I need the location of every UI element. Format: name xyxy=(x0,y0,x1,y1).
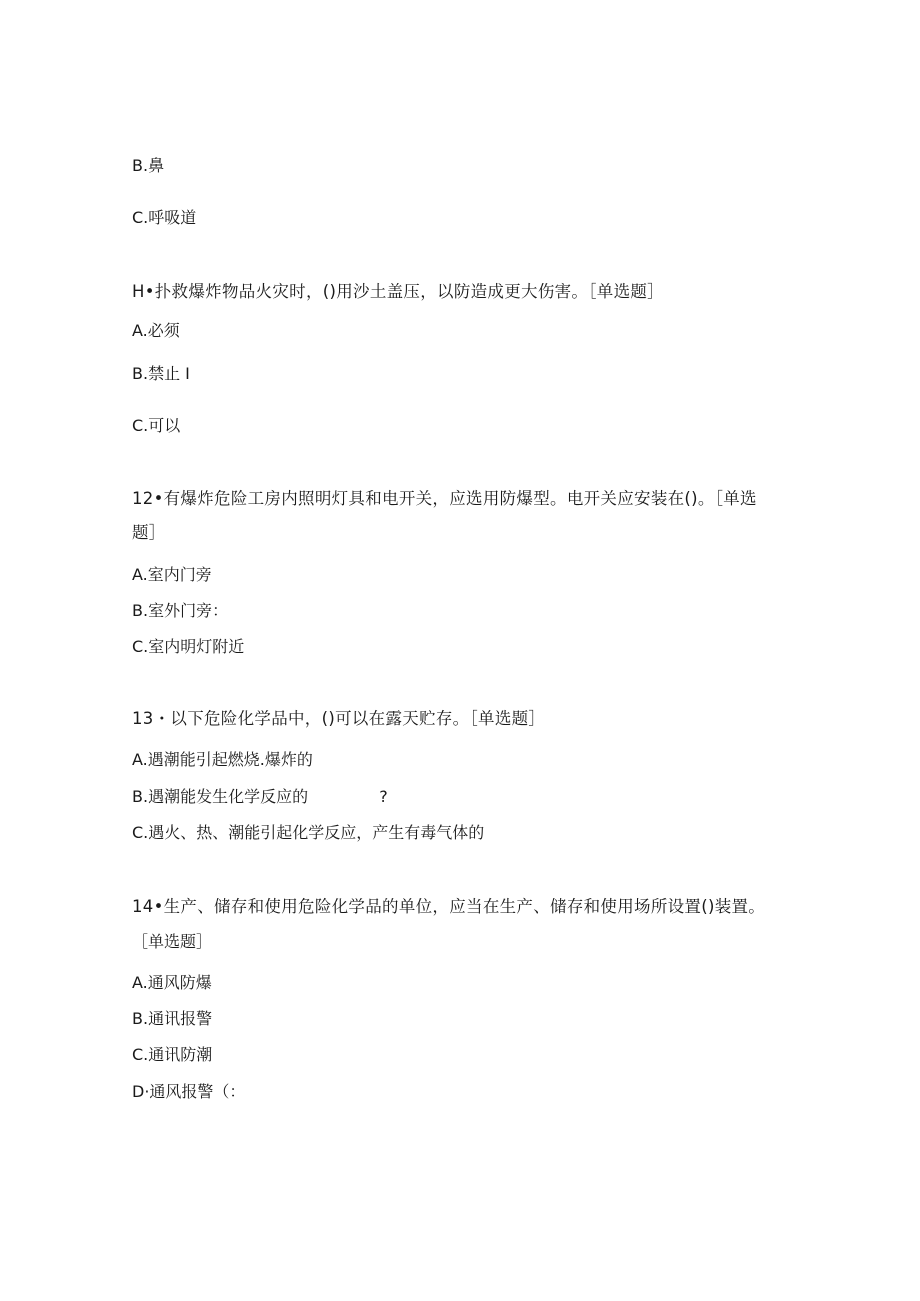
option-c-allowed: C.可以 xyxy=(132,416,181,435)
option-a-indoor-door: A.室内门旁 xyxy=(132,565,212,584)
option-b-outdoor-door: B.室外门旁： xyxy=(132,601,229,620)
question-14-device-setting: 14•生产、储存和使用危险化学品的单位，应当在生产、储存和使用场所设置()装置。 xyxy=(132,897,766,916)
option-a-ventilation-explosion: A.通风防爆 xyxy=(132,973,212,992)
option-c-communication-moisture: C.通讯防潮 xyxy=(132,1045,213,1064)
option-b-moisture-reaction: B.遇潮能发生化学反应的 ? xyxy=(132,787,388,806)
question-12-continuation: 题］ xyxy=(132,523,166,542)
option-c-respiratory-tract: C.呼吸道 xyxy=(132,208,197,227)
option-d-ventilation-alarm: D·通风报警（： xyxy=(132,1082,246,1101)
option-b-prohibited: B.禁止 I xyxy=(132,364,190,383)
option-b-communication-alarm: B.通讯报警 xyxy=(132,1009,213,1028)
option-a-must: A.必须 xyxy=(132,321,180,340)
option-c-toxic-gas: C.遇火、热、潮能引起化学反应，产生有毒气体的 xyxy=(132,823,485,842)
question-13-open-storage: 13・以下危险化学品中，()可以在露天贮存。［单选题］ xyxy=(132,709,546,728)
question-14-type-label: ［单选题］ xyxy=(132,932,213,951)
option-a-moisture-combustion: A.遇潮能引起燃烧.爆炸的 xyxy=(132,750,313,769)
question-12-switch-location: 12•有爆炸危险工房内照明灯具和电开关，应选用防爆型。电开关应安装在()。［单选 xyxy=(132,489,757,508)
question-h-explosive-fire: H•扑救爆炸物品火灾时，()用沙土盖压，以防造成更大伤害。［单选题］ xyxy=(132,282,664,301)
option-b-nose: B.鼻 xyxy=(132,156,165,175)
option-c-indoor-light: C.室内明灯附近 xyxy=(132,637,245,656)
